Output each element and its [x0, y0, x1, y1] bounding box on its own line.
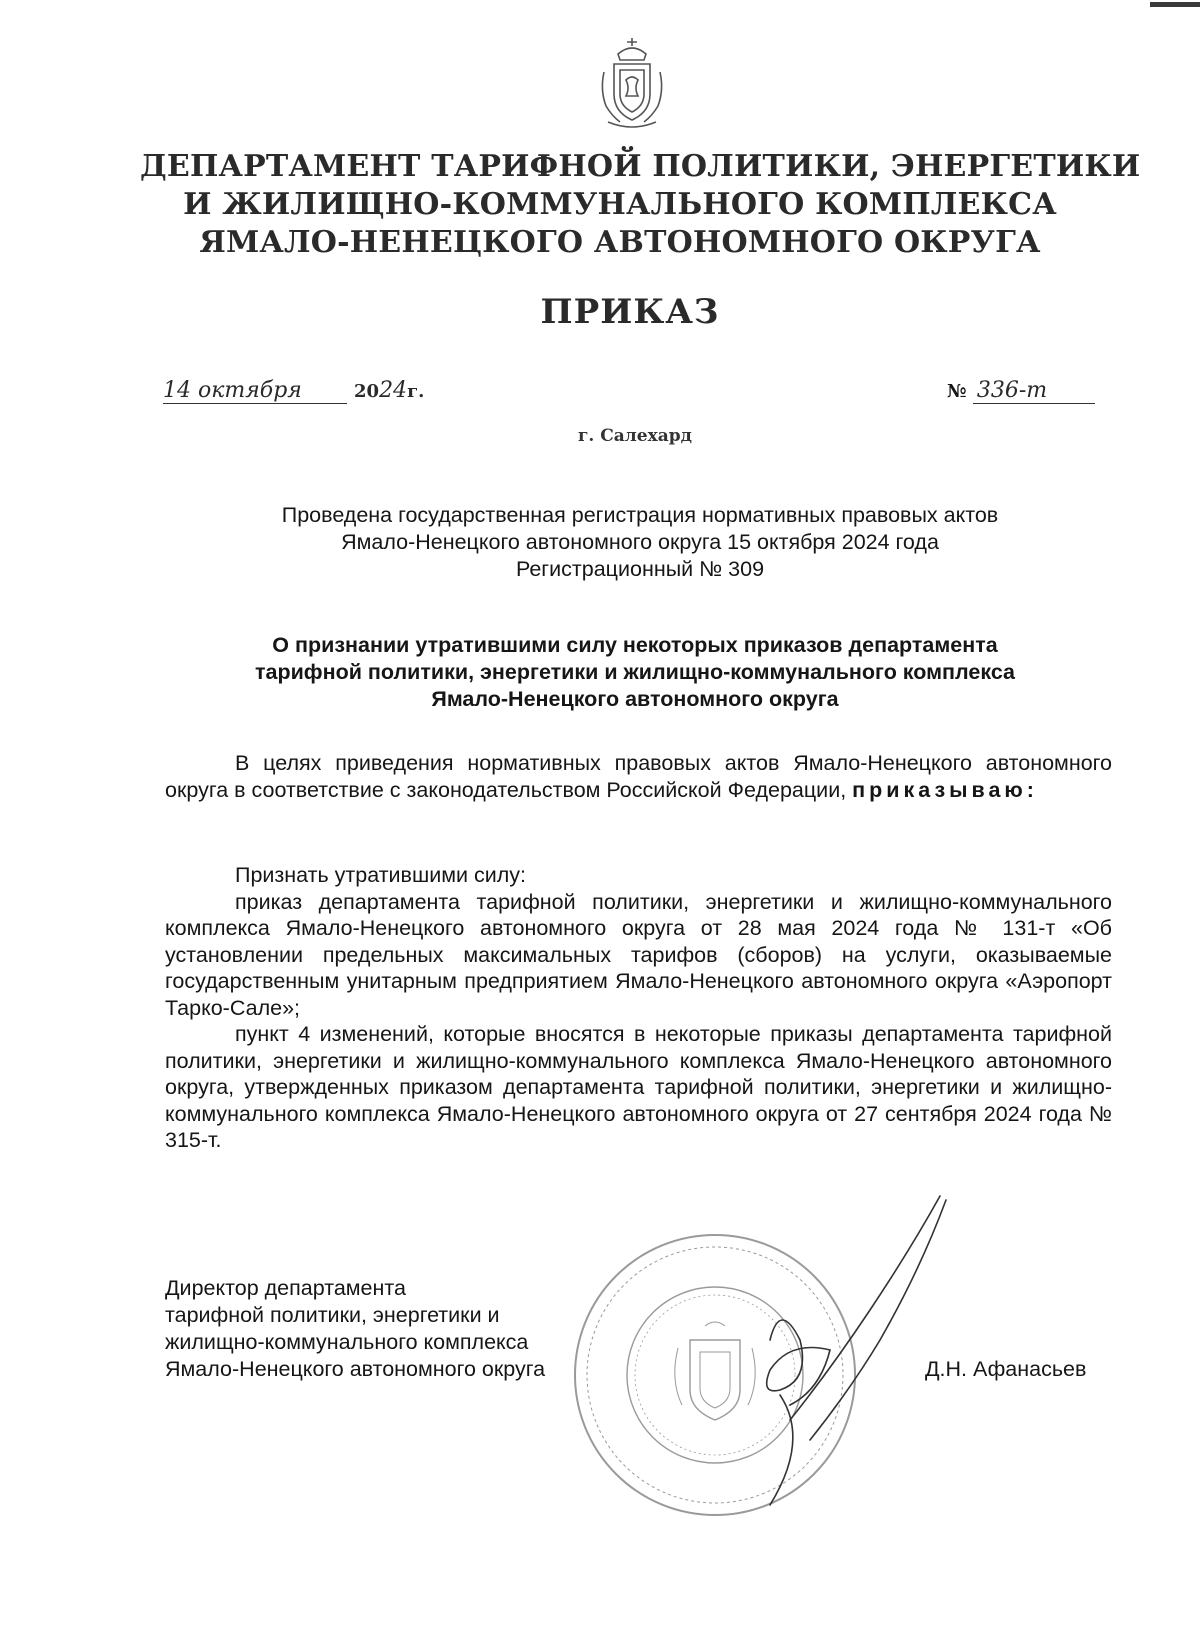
repealed-item: пункт 4 изменений, которые вносятся в некоторые приказы департамента тарифной политики, энергетики и жилищно-коммунального комплекса Ямало-Ненецкого автономного округа, утвержденных приказом департамента тарифной политики, энергетики и жилищно-коммунального комплекса Ямало-Ненецкого автономного округа от 27 сентября 2024 года № 315-т. — [165, 1022, 1112, 1152]
repealed-item: приказ департамента тарифной политики, энергетики и жилищно-коммунального комплекса Ямало-Ненецкого автономного округа от 28 мая 2024 года № 131-т «Об установлении предельных максимальных тарифов (сборов) на услуги, оказываемые государственным унитарным предприятием Ямало-Ненецкого автономного округа «Аэропорт Тарко-Сале»; — [165, 889, 1112, 1020]
order-subject — [170, 632, 1100, 713]
registration-line: Проведена государственная регистрация нормативных правовых актов — [281, 503, 999, 527]
registration-note — [180, 502, 1100, 583]
signer-position-line: Ямало-Ненецкого автономного округа — [165, 1357, 546, 1381]
signer-position-line: тарифной политики, энергетики и — [165, 1303, 500, 1327]
purpose-paragraph — [165, 750, 1112, 803]
department-title-line: ЯМАЛО-НЕНЕЦКОГО АВТОНОМНОГО ОКРУГА — [199, 225, 1041, 260]
signer-position-line: Директор департамента — [165, 1276, 406, 1300]
department-title — [140, 148, 1141, 262]
order-date — [163, 378, 424, 404]
signer-position — [165, 1275, 545, 1383]
registration-line: Регистрационный № 309 — [515, 557, 765, 581]
order-number — [947, 378, 1095, 404]
purpose-text: В целях приведения нормативных правовых актов Ямало-Ненецкого автономного округа в соответствие с законодательством Российской Федерации, — [165, 751, 1112, 802]
signer-name: Д.Н. Афанасьев — [925, 1357, 1087, 1381]
registration-line: Ямало-Ненецкого автономного округа 15 октября 2024 года — [341, 530, 939, 554]
subject-line: Ямало-Ненецкого автономного округа — [431, 687, 839, 711]
department-title-line: ДЕПАРТАМЕНТ ТАРИФНОЙ ПОЛИТИКИ, ЭНЕРГЕТИКИ — [140, 149, 1141, 184]
year-suffix: г. — [407, 381, 425, 402]
document-type-heading: ПРИКАЗ — [540, 292, 720, 332]
coat-of-arms-icon — [594, 36, 670, 130]
order-keyword: приказываю: — [852, 777, 1038, 802]
signer-position-line: жилищно-коммунального комплекса — [165, 1330, 529, 1354]
city-line: г. Салехард — [578, 426, 692, 446]
subject-line: О признании утратившими силу некоторых приказов департамента — [272, 633, 998, 657]
scan-corner-mark — [1150, 2, 1200, 7]
year-prefix: 20 — [354, 381, 380, 402]
department-title-line: И ЖИЛИЩНО-КОММУНАЛЬНОГО КОМПЛЕКСА — [183, 187, 1057, 222]
subject-line: тарифной политики, энергетики и жилищно-коммунального комплекса — [254, 660, 1016, 684]
handwritten-number: 336-т — [973, 378, 1095, 404]
recognize-section — [165, 862, 1112, 1154]
number-label: № — [947, 381, 967, 402]
handwritten-date: 14 октября — [163, 378, 347, 404]
recognize-lead: Признать утратившими силу: — [235, 863, 527, 887]
handwritten-signature-icon — [750, 1190, 960, 1510]
handwritten-year: 24 — [379, 378, 408, 403]
